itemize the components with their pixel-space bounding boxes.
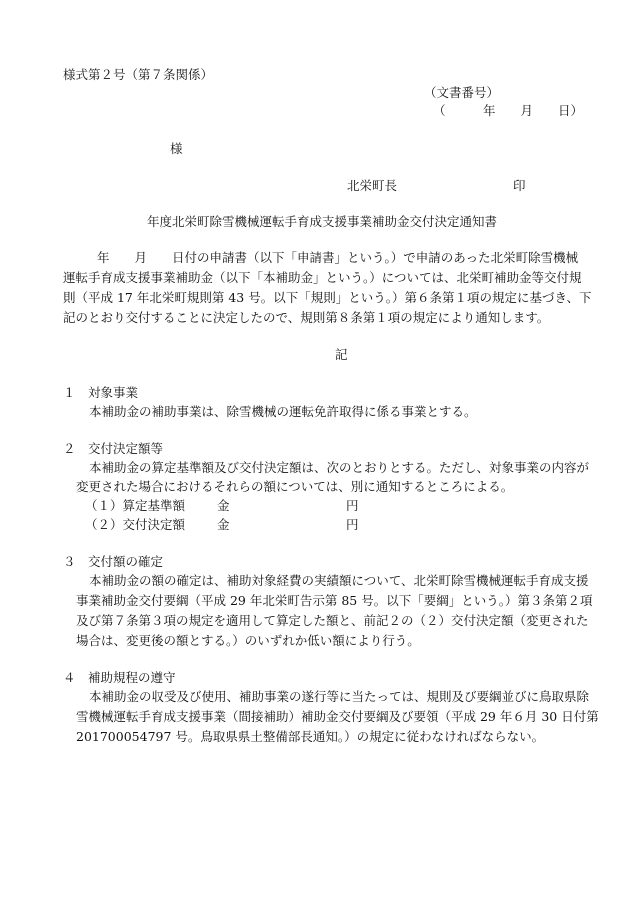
section-3-body-line-4: 場合は、変更後の額とする。）のいずれか低い額により行う。 [76,633,420,648]
section-2-body-line-2: 変更された場合におけるそれらの額については、別に通知するところによる。 [76,479,514,494]
recipient-honorific: 様 [170,141,183,156]
issuer-name: 北栄町長 [347,178,398,193]
section-4-body-line-3: 201700054797 号。鳥取県県土整備部長通知。）の規定に従わなければならない。 [76,729,545,744]
calc-base-amount-yen: 円 [346,498,359,513]
intro-line-4: 記のとおり交付することに決定したので、規則第８条第１項の規定により通知します。 [63,310,550,325]
calc-base-amount-label: （１）算定基準額 [85,498,186,513]
section-2-body-line-1: 本補助金の算定基準額及び交付決定額は、次のとおりとする。ただし、対象事業の内容が [89,460,590,475]
intro-line-3: 則（平成 17 年北栄町規則第 43 号。以下「規則」という。）第６条第１項の規定に基づき、下 [63,290,592,305]
section-4-body-line-1: 本補助金の収受及び使用、補助事業の遂行等に当たっては、規則及び要綱並びに鳥取県除 [89,689,590,704]
section-3-heading: ３ 交付額の確定 [63,554,164,569]
document-title: 年度北栄町除雪機械運転手育成支援事業補助金交付決定通知書 [147,214,498,229]
intro-line-1: 年 月 日付の申請書（以下「申請書」という。）で申請のあった北栄町除雪機械 [97,250,579,265]
grant-decision-amount-yen: 円 [346,517,359,532]
section-1-heading: １ 対象事業 [63,385,139,400]
grant-decision-amount-kin: 金 [217,517,230,532]
section-4-body-line-2: 雪機械運転手育成支援事業（間接補助）補助金交付要綱及び要領（平成 29 年６月 30 日付第 [76,709,599,724]
date-line: （ 年 月 日） [433,103,584,118]
form-number: 様式第２号（第７条関係） [63,67,214,82]
document-number: （文書番号） [424,85,500,100]
ki-heading: 記 [335,347,348,362]
seal-mark: 印 [513,178,526,193]
section-3-body-line-1: 本補助金の額の確定は、補助対象経費の実績額について、北栄町除雪機械運転手育成支援 [89,573,589,588]
section-2-heading: ２ 交付決定額等 [63,441,164,456]
section-1-body-line-1: 本補助金の補助事業は、除雪機械の運転免許取得に係る事業とする。 [89,404,477,419]
section-4-heading: ４ 補助規程の遵守 [63,670,176,685]
section-3-body-line-3: 及び第７条第３項の規定を適用して算定した額と、前記２の（２）交付決定額（変更された [76,613,589,628]
grant-decision-amount-label: （２）交付決定額 [85,517,186,532]
intro-line-2: 運転手育成支援事業補助金（以下「本補助金」という。）については、北栄町補助金等交付規 [63,270,582,285]
section-3-body-line-2: 事業補助金交付要綱（平成 29 年北栄町告示第 85 号。以下「要綱」という。）第３条第２項 [76,593,593,608]
calc-base-amount-kin: 金 [217,498,230,513]
